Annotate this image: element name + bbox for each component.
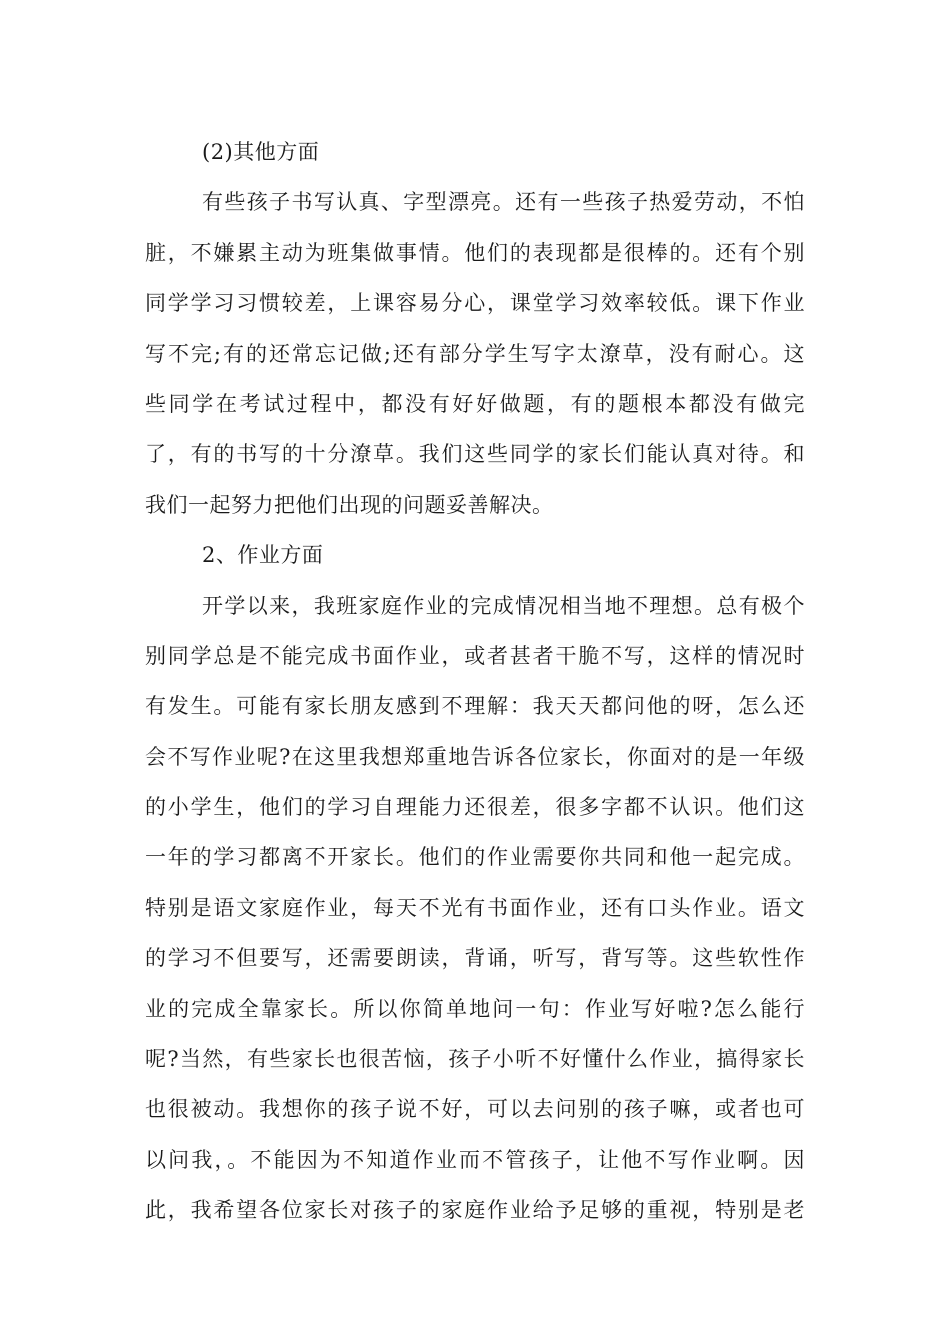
paragraph-line: 些同学在考试过程中，都没有好好做题，有的题根本都没有做完 (145, 391, 805, 416)
paragraph-line: 我们一起努力把他们出现的问题妥善解决。 (145, 492, 554, 517)
paragraph-line: 特别是语文家庭作业，每天不光有书面作业，还有口头作业。语文 (145, 895, 805, 920)
paragraph-line: 有些孩子书写认真、字型漂亮。还有一些孩子热爱劳动，不怕 (202, 190, 805, 215)
section-heading-homework: 2、作业方面 (202, 543, 324, 568)
paragraph-line: 了，有的书写的十分潦草。我们这些同学的家长们能认真对待。和 (145, 442, 805, 467)
paragraph-line: 的学习不但要写，还需要朗读，背诵，听写，背写等。这些软性作 (145, 946, 805, 971)
paragraph-line: 会不写作业呢?在这里我想郑重地告诉各位家长，你面对的是一年级 (145, 744, 805, 769)
paragraph-line: 脏，不嫌累主动为班集做事情。他们的表现都是很棒的。还有个别 (145, 240, 805, 265)
paragraph-line: 同学学习习惯较差，上课容易分心，课堂学习效率较低。课下作业 (145, 291, 805, 316)
paragraph-line: 业的完成全靠家长。所以你简单地问一句：作业写好啦?怎么能行 (145, 996, 805, 1021)
paragraph-line: 此，我希望各位家长对孩子的家庭作业给予足够的重视，特别是老 (145, 1198, 805, 1223)
paragraph-line: 有发生。可能有家长朋友感到不理解：我天天都问他的呀，怎么还 (145, 694, 805, 719)
paragraph-line: 呢?当然，有些家长也很苦恼，孩子小听不好懂什么作业，搞得家长 (145, 1047, 805, 1072)
section-heading-other-aspects: (2)其他方面 (202, 140, 320, 164)
document-body (145, 127, 805, 1236)
paragraph-line: 写不完;有的还常忘记做;还有部分学生写字太潦草，没有耐心。这 (145, 341, 805, 366)
paragraph-line: 以问我，。不能因为不知道作业而不管孩子，让他不写作业啊。因 (145, 1147, 805, 1172)
paragraph-line: 开学以来，我班家庭作业的完成情况相当地不理想。总有极个 (202, 593, 805, 618)
paragraph-line: 别同学总是不能完成书面作业，或者甚者干脆不写，这样的情况时 (145, 643, 805, 668)
paragraph-line: 的小学生，他们的学习自理能力还很差，很多字都不认识。他们这 (145, 795, 805, 820)
paragraph-line: 一年的学习都离不开家长。他们的作业需要你共同和他一起完成。 (145, 845, 805, 870)
paragraph-line: 也很被动。我想你的孩子说不好，可以去问别的孩子嘛，或者也可 (145, 1097, 805, 1122)
